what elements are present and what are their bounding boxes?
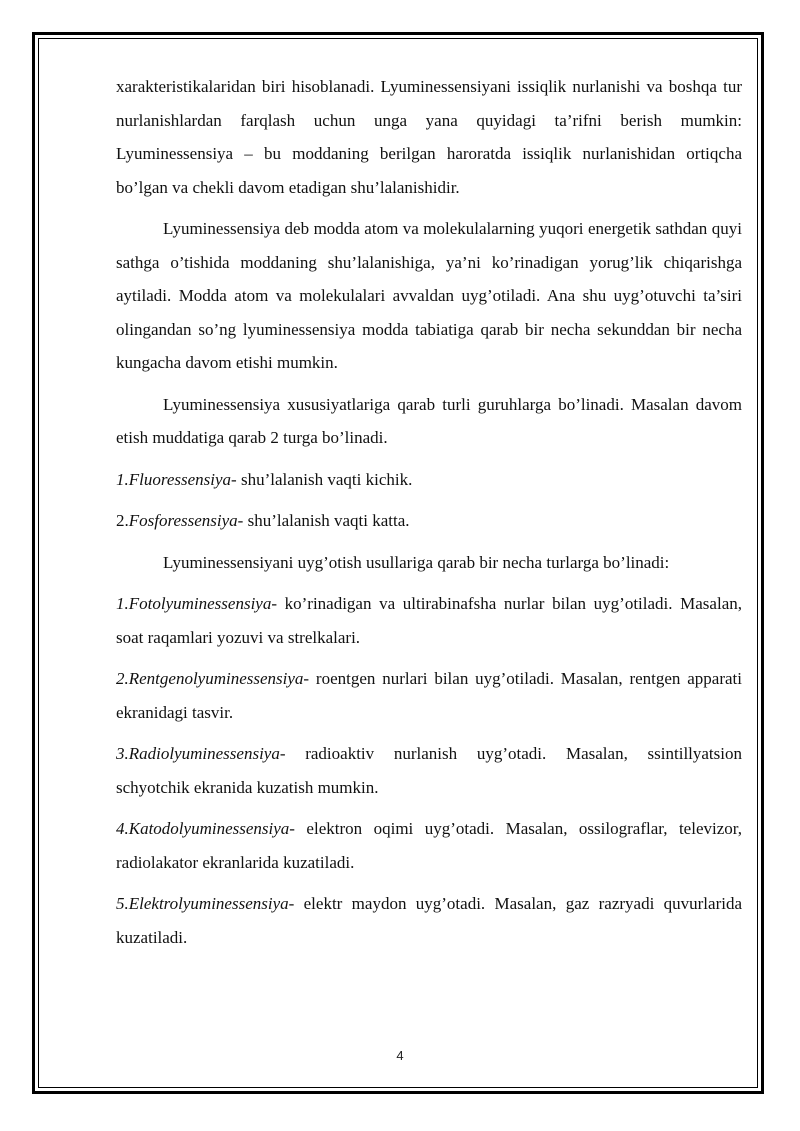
list-item-phosphorescence (116, 504, 742, 538)
term-roentgenoluminescence: 2.Rentgenolyuminessensiya- (116, 669, 310, 688)
paragraph-excitation-intro: Lyuminessensiyani uyg’otish usullariga qarab bir necha turlarga bo’linadi: (163, 552, 670, 572)
page-number: 4 (396, 1048, 404, 1063)
term-radioluminescence: 3.Radiolyuminessensiya- (116, 744, 286, 763)
desc-cathodoluminescence: elektron oqimi uyg’otadi. Masalan, ossilograflar, televizor, radiolakator ekranlarida kuzatiladi. (116, 819, 742, 872)
term-fluorescence: 1.Fluoressensiya- (116, 469, 237, 489)
desc-fluorescence: shu’lalanish vaqti kichik. (236, 469, 413, 489)
desc-roentgenoluminescence: roentgen nurlari bilan uyg’otiladi. Masalan, rentgen apparati ekranidagi tasvir. (116, 669, 742, 722)
desc-phosphorescence: shu’lalanish vaqti katta. (243, 511, 410, 530)
list-item-photoluminescence (116, 587, 742, 654)
term-electroluminescence: 5.Elektrolyuminessensiya- (116, 894, 295, 913)
list-item-roentgenoluminescence (116, 662, 742, 729)
list-item-radioluminescence (116, 737, 742, 804)
paragraph-classification: Lyuminessensiya xususiyatlariga qarab turli guruhlarga bo’linadi. Masalan davom etish muddatiga qarab 2 turga bo’linadi. (116, 394, 742, 447)
num-phosphorescence: 2. (116, 511, 129, 530)
list-item-cathodoluminescence (116, 812, 742, 879)
term-cathodoluminescence: 4.Katodolyuminessensiya- (116, 819, 295, 838)
paragraph-continuation: xarakteristikalaridan biri hisoblanadi. Lyuminessensiyani issiqlik nurlanishi va boshqa tur nurlanishlardan farqlash uchun unga yana quyidagi ta’rifni berish mumkin: Lyuminessensiya – bu moddaning berilgan haroratda issiqlik nurlanishidan ortiqcha bo’lgan va chekli davom etadigan shu’lalanishidir. (116, 77, 742, 197)
list-item-fluorescence (116, 463, 742, 497)
desc-radioluminescence: radioaktiv nurlanish uyg’otadi. Masalan, ssintillyatsion schyotchik ekranida kuzatish mumkin. (116, 744, 742, 797)
desc-photoluminescence: ko’rinadigan va ultirabinafsha nurlar bilan uyg’otiladi. Masalan, soat raqamlari yozuvi va strelkalari. (116, 594, 742, 647)
desc-electroluminescence: elektr maydon uyg’otadi. Masalan, gaz razryadi quvurlarida kuzatiladi. (116, 894, 742, 947)
paragraph-definition: Lyuminessensiya deb modda atom va molekulalarning yuqori energetik sathdan quyi sathga o’tishida moddaning shu’lalanishiga, ya’ni ko’rinadigan yorug’lik chiqarishga aytiladi. Modda atom va molekulalari avvaldan uyg’otiladi. Ana shu uyg’otuvchi ta’siri olingandan so’ng lyuminessensiya modda tabiatiga qarab bir necha sekunddan bir necha kungacha davom etishi mumkin. (116, 219, 742, 372)
term-phosphorescence: Fosforessensiya- (128, 511, 244, 530)
list-item-electroluminescence (116, 887, 742, 954)
document-body (116, 70, 742, 954)
term-photoluminescence: 1.Fotolyuminessensiya- (116, 594, 277, 613)
